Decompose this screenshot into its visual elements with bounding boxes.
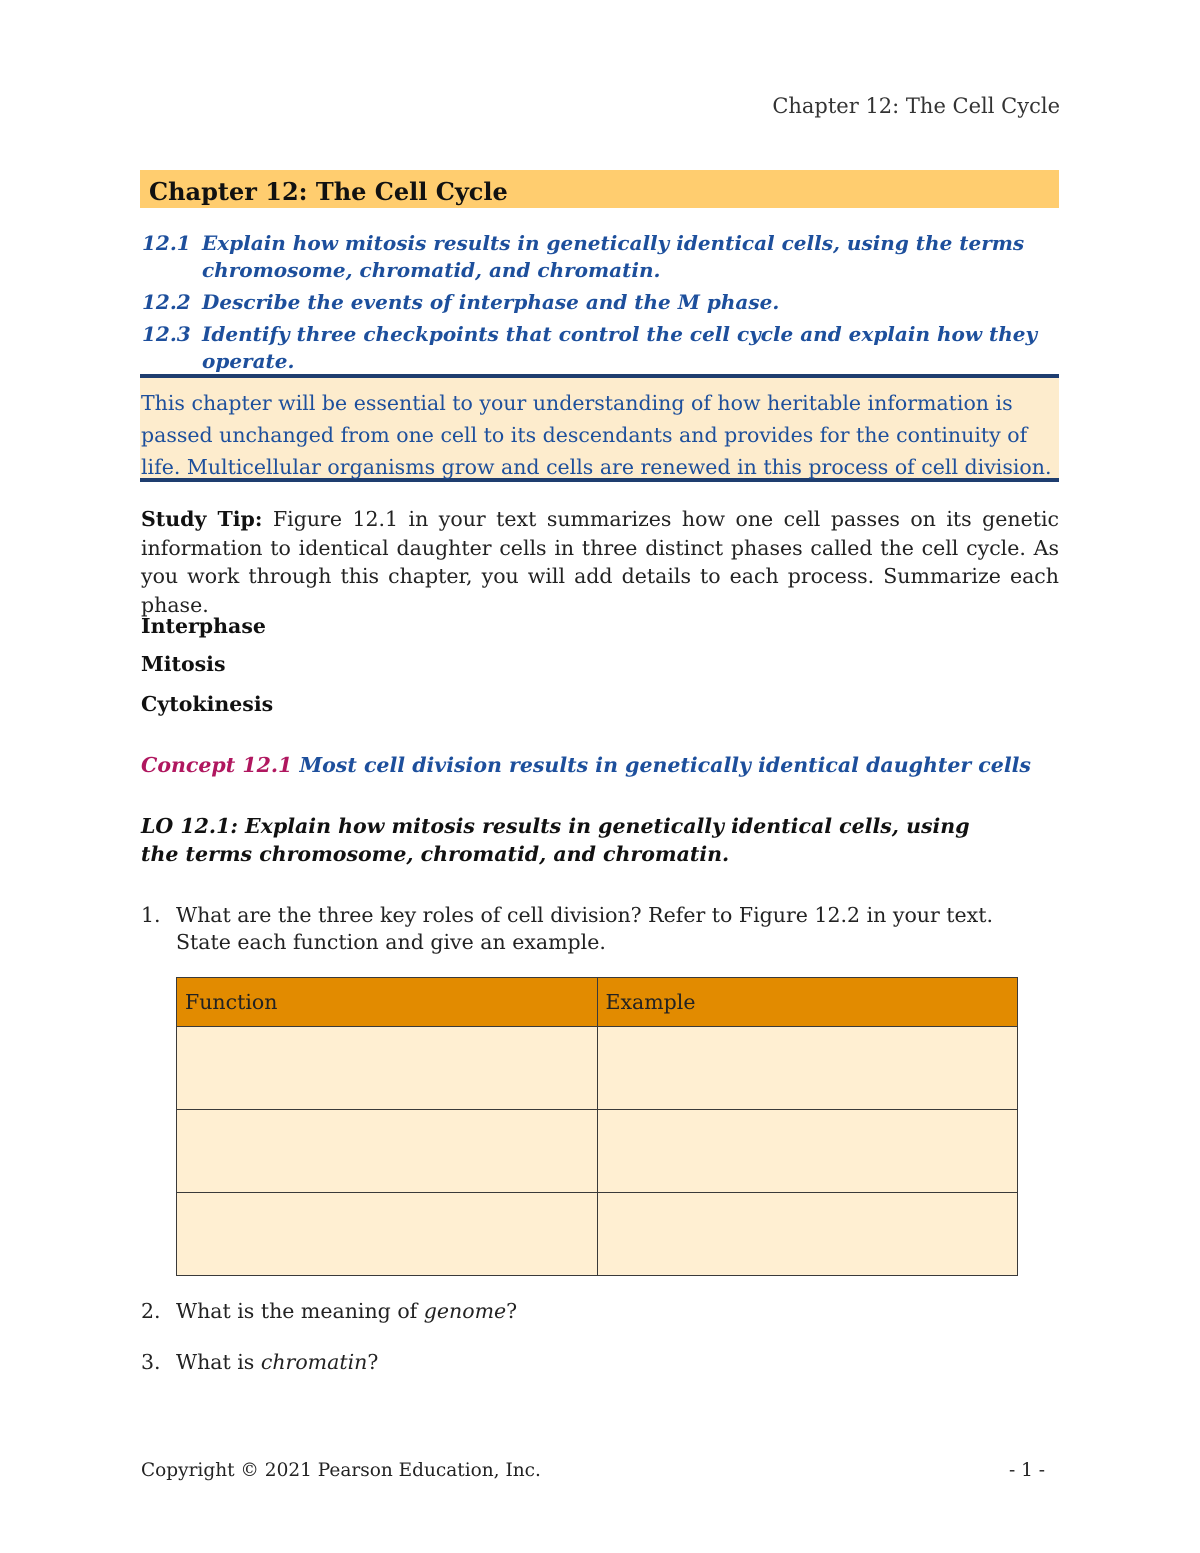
- study-tip: [141, 505, 1059, 619]
- chapter-title-bar: [140, 170, 1059, 208]
- question-number: 2.: [141, 1299, 161, 1323]
- table-row: [177, 1027, 1018, 1110]
- phase-cytokinesis: Cytokinesis: [141, 692, 274, 716]
- running-header: Chapter 12: The Cell Cycle: [772, 94, 1060, 118]
- function-cell[interactable]: [177, 1110, 598, 1193]
- learning-objectives: [142, 230, 1057, 380]
- example-cell[interactable]: [597, 1193, 1018, 1276]
- objective-text: Describe the events of interphase and the M phase.: [202, 290, 780, 314]
- objective-12-2: [142, 289, 1057, 316]
- example-cell[interactable]: [597, 1110, 1018, 1193]
- question-text: What are the three key roles of cell division? Refer to Figure 12.2 in your text. State each function and give an example.: [176, 903, 993, 954]
- objective-text: Explain how mitosis results in genetically identical cells, using the terms chromosome, chromatid, and chromatin.: [202, 231, 1025, 282]
- table-header-function: Function: [177, 978, 598, 1027]
- table-row: [177, 1110, 1018, 1193]
- question-text: [176, 1298, 1041, 1325]
- question-term: chromatin: [260, 1350, 368, 1374]
- question-text-start: What is: [176, 1350, 261, 1374]
- question-number: 1.: [141, 903, 161, 927]
- phase-mitosis: Mitosis: [141, 652, 226, 676]
- footer-copyright: Copyright © 2021 Pearson Education, Inc.: [141, 1460, 541, 1481]
- question-2: [141, 1298, 1041, 1325]
- objective-number: 12.1: [142, 231, 191, 255]
- concept-title: Most cell division results in genetically identical daughter cells: [299, 753, 1031, 777]
- question-text-end: ?: [367, 1350, 379, 1374]
- footer-page-number: - 1 -: [1008, 1460, 1045, 1481]
- phase-interphase: Interphase: [141, 614, 266, 638]
- objective-text: Identify three checkpoints that control the cell cycle and explain how they operate.: [202, 322, 1038, 373]
- objective-12-1: [142, 230, 1057, 284]
- chapter-title: Chapter 12: The Cell Cycle: [149, 177, 508, 206]
- question-term: genome: [423, 1299, 507, 1323]
- cell-division-roles-table: [176, 977, 1018, 1276]
- question-text-end: ?: [506, 1299, 518, 1323]
- table-row: [177, 1193, 1018, 1276]
- study-tip-text: Figure 12.1 in your text summarizes how one cell passes on its genetic information to identical daughter cells in three distinct phases called the cell cycle. As you work through this chapter, you will add details to each process. Summarize each phase.: [141, 507, 1059, 617]
- objective-number: 12.3: [142, 322, 191, 346]
- function-cell[interactable]: [177, 1193, 598, 1276]
- objective-12-3: [142, 321, 1057, 375]
- question-number: 3.: [141, 1350, 161, 1374]
- table-header-example: Example: [597, 978, 1018, 1027]
- learning-objective-heading: LO 12.1: Explain how mitosis results in genetically identical cells, using the terms chromosome, chromatid, and chromatin.: [141, 814, 970, 866]
- study-tip-label: Study Tip:: [141, 507, 263, 531]
- objective-number: 12.2: [142, 290, 191, 314]
- question-text: [176, 1349, 1041, 1376]
- concept-heading: [141, 753, 1031, 777]
- function-cell[interactable]: [177, 1027, 598, 1110]
- concept-number: Concept 12.1: [141, 753, 293, 777]
- callout-text: This chapter will be essential to your understanding of how heritable information is passed unchanged from one cell to its descendants and provides for the continuity of life. Multicellular organisms grow and cells are renewed in this process of cell division.: [141, 391, 1052, 479]
- chapter-intro-callout: [140, 374, 1059, 482]
- example-cell[interactable]: [597, 1027, 1018, 1110]
- question-3: [141, 1349, 1041, 1376]
- question-text-start: What is the meaning of: [176, 1299, 424, 1323]
- question-1: [141, 902, 1041, 956]
